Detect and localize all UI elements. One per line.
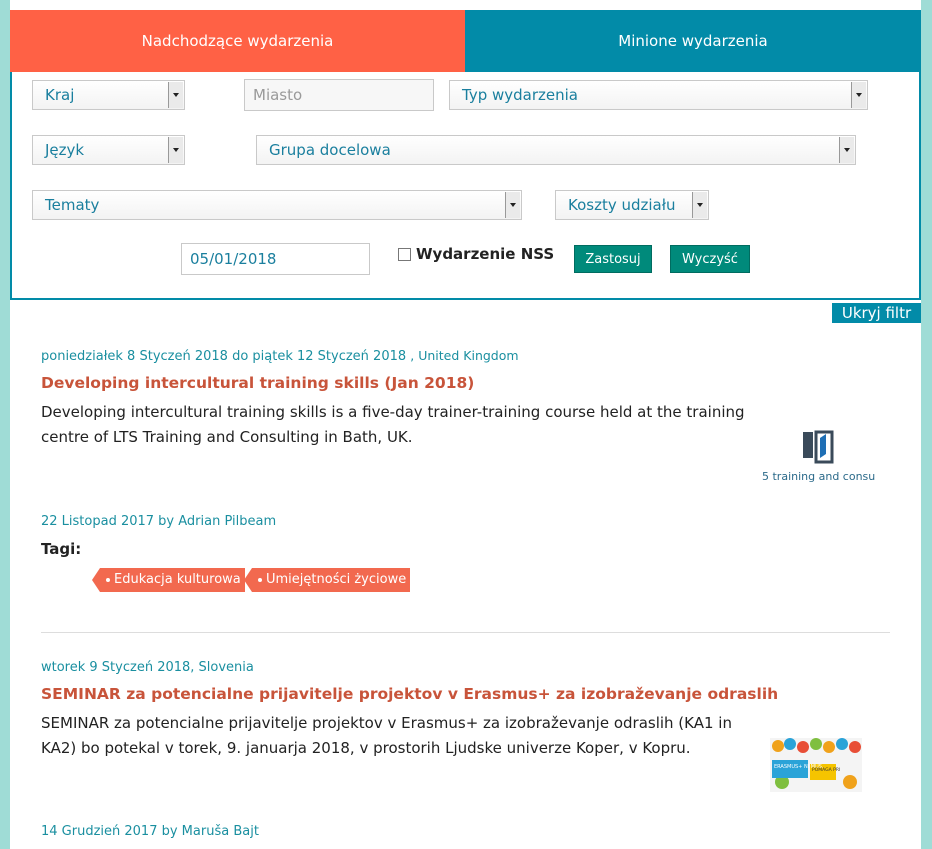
chevron-down-icon — [839, 137, 854, 163]
event-description: Developing intercultural training skills is a five-day trainer-training course held at the training centre of LTS Training and Consulting in Bath, UK. — [41, 403, 745, 446]
event-title[interactable]: Developing intercultural training skills (Jan 2018) — [41, 374, 475, 392]
chevron-down-icon — [692, 192, 707, 218]
lts-logo-icon — [758, 420, 876, 490]
event-image[interactable] — [758, 420, 876, 490]
event-divider — [41, 632, 890, 633]
event-type-select[interactable] — [449, 80, 868, 110]
event-date-range: poniedziałek 8 Styczeń 2018 do piątek 12 Styczeń 2018 — [41, 349, 407, 364]
costs-select-value: Koszty udziału — [568, 196, 676, 214]
tags-label: Tagi: — [41, 540, 82, 558]
filter-panel — [10, 72, 921, 300]
chevron-down-icon — [851, 82, 866, 108]
event-title[interactable]: SEMINAR za potencialne prijavitelje projektov v Erasmus+ za izobraževanje odraslih — [41, 685, 779, 703]
event-image-caption: 5 training and consult — [762, 470, 876, 483]
date-input[interactable]: 05/01/2018 — [181, 243, 370, 275]
poster-text-1: ERASMUS+ NI MUS. — [774, 764, 824, 770]
country-select[interactable] — [32, 80, 185, 110]
tab-past-events[interactable]: Minione wydarzenia — [465, 10, 921, 72]
event-image[interactable] — [770, 738, 862, 792]
event-dates: wtorek 9 Styczeń 2018, Slovenia — [41, 660, 254, 675]
poster-text-2: POMAGA PRI — [812, 768, 841, 773]
topics-select-value: Tematy — [45, 196, 100, 214]
event-posted-info: 14 Grudzień 2017 by Maruša Bajt — [41, 824, 259, 839]
chevron-down-icon — [168, 82, 183, 108]
page — [10, 0, 921, 849]
country-select-value: Kraj — [45, 86, 75, 104]
topics-select[interactable] — [32, 190, 522, 220]
nss-filter — [398, 245, 554, 263]
costs-select[interactable] — [555, 190, 709, 220]
chevron-down-icon — [168, 137, 183, 163]
event-item — [41, 660, 890, 761]
nss-checkbox[interactable] — [398, 248, 411, 261]
clear-button[interactable]: Wyczyść — [670, 245, 750, 273]
language-select-value: Język — [45, 141, 85, 159]
target-group-select[interactable] — [256, 135, 856, 165]
tag-life-skills[interactable]: Umiejętności życiowe — [252, 568, 410, 592]
nss-checkbox-label: Wydarzenie NSS — [416, 245, 555, 263]
event-country: , United Kingdom — [410, 348, 519, 363]
hide-filter-button[interactable]: Ukryj filtr — [832, 303, 921, 323]
language-select[interactable] — [32, 135, 185, 165]
event-description: SEMINAR za potencialne prijavitelje projektov v Erasmus+ za izobraževanje odraslih (KA1 in KA2) bo potekal v torek, 9. januarja 2018, v prostorih Ljudske univerze Koper, v Kopru. — [41, 714, 732, 757]
apply-button[interactable]: Zastosuj — [574, 245, 652, 273]
tag-cultural-education[interactable]: Edukacja kulturowa — [100, 568, 245, 592]
event-type-select-value: Typ wydarzenia — [462, 86, 578, 104]
target-group-select-value: Grupa docelowa — [269, 141, 391, 159]
tab-upcoming-events[interactable]: Nadchodzące wydarzenia — [10, 10, 465, 72]
city-input[interactable]: Miasto — [244, 79, 434, 111]
chevron-down-icon — [505, 192, 520, 218]
erasmus-poster-icon — [770, 738, 862, 792]
event-dates — [41, 348, 890, 364]
event-posted-info: 22 Listopad 2017 by Adrian Pilbeam — [41, 514, 277, 529]
event-tabs — [10, 10, 921, 72]
